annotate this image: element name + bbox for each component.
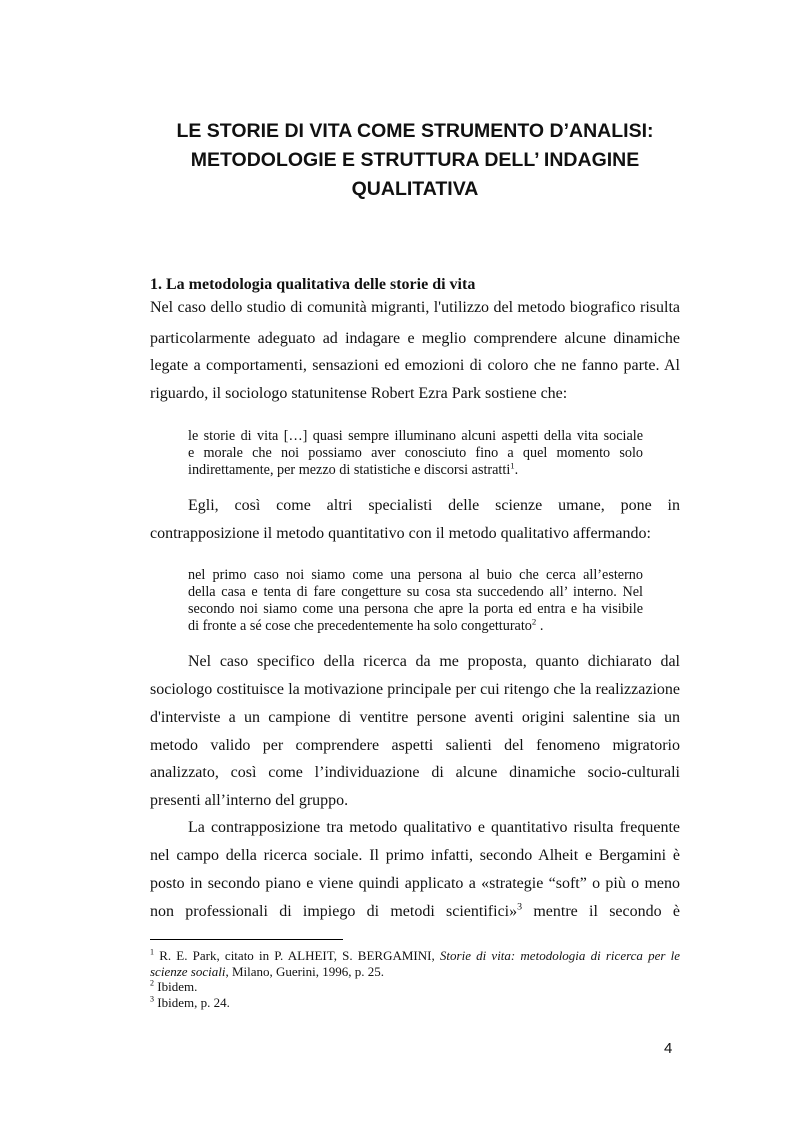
paragraph-4-line-2: nel campo della ricerca sociale. Il primo infatti, secondo Alheit e Bergamini è [150,847,680,864]
block-quote-1-line-3: indirettamente, per mezzo di statistiche e discorsi astratti$^1$. [188,460,519,478]
paragraph-4-line-1: La contrapposizione tra metodo qualitativo e quantitativo risulta frequente [188,819,680,836]
paragraph-3-line-2: sociologo costituisce la motivazione principale per cui ritengo che la realizzazione [150,681,680,698]
block-quote-1-line-3-text: indirettamente, per mezzo di statistiche e discorsi astratti [188,462,511,478]
block-quote-2-line-4 [188,618,643,635]
paragraph-3-line-3: d'interviste a un campione di ventitre persone aventi origini salentine sia un [150,709,680,726]
paragraph-3-line-1: Nel caso specifico della ricerca da me proposta, quanto dichiarato dal [188,653,680,670]
block-quote-2-line-1: nel primo caso noi siamo come una persona al buio che cerca all’esterno [188,567,643,583]
footnote-2-text: Ibidem. [154,979,198,994]
block-quote-2-end: . [536,618,544,634]
page-number: 4 [664,1040,673,1057]
block-quote-2-line-4-text: di fronte a sé cose che precedentemente ha solo congetturato [188,618,532,634]
footnote-ref-1: 1 [510,460,515,471]
footnote-1-line-2 [150,964,680,979]
block-quote-2-line-2: della casa e tenta di fare congetture su cosa sta succedendo all’ interno. Nel [188,584,643,600]
paragraph-1-line-2: particolarmente adeguato ad indagare e meglio comprendere alcune dinamiche [150,330,680,347]
chapter-title-line-2: METODOLOGIE E STRUTTURA DELL’ INDAGINE [190,149,640,171]
block-quote-1-line-2: e morale che noi possiamo aver conosciuto fino a quel momento solo [188,445,643,461]
chapter-title [150,117,680,204]
footnote-2-mark: 2 [150,978,155,988]
paragraph-4-line-3: posto in secondo piano e viene quindi applicato a «strategie “soft” o più o meno [150,875,680,892]
footnote-1-post: , Milano, Guerini, 1996, p. 25. [225,964,384,979]
chapter-title-line-1: LE STORIE DI VITA COME STRUMENTO D’ANALISI: [176,120,654,142]
paragraph-3-line-5: analizzato, così come l’individuazione di alcune dinamiche socio-culturali [150,764,680,781]
paragraph-4-line-4-after: mentre il secondo è [522,903,681,920]
footnote-2 [150,979,680,994]
paragraph-1-line-4: riguardo, il sociologo statunitense Robert Ezra Park sostiene che: [150,385,568,402]
paragraph-4-line-4-before: non professionali di impiego di metodi scientifici» [150,903,518,920]
footnote-divider [150,939,343,940]
footnote-1-title-a: Storie di vita: metodologia di ricerca per le [439,948,680,963]
paragraph-4-line-4 [150,903,680,921]
footnote-3-text: Ibidem, p. 24. [154,995,230,1010]
footnote-1-line-1 [150,948,680,963]
paragraph-1-line-1: Nel caso dello studio di comunità migranti, l'utilizzo del metodo biografico risulta [150,299,680,316]
footnote-1-mark: 1 [150,947,155,957]
footnote-ref-3: 3 [517,901,523,913]
section-heading: 1. La metodologia qualitativa delle storie di vita [150,276,476,293]
footnote-3 [150,995,680,1010]
paragraph-3-line-6: presenti all’interno del gruppo. [150,792,349,809]
paragraph-2-line-1: Egli, così come altri specialisti delle scienze umane, pone in [188,497,680,514]
footnote-1-pre: R. E. Park, citato in P. ALHEIT, S. BERGAMINI, [154,948,440,963]
paragraph-2-line-2: contrapposizione il metodo quantitativo con il metodo qualitativo affermando: [150,525,651,542]
footnote-ref-2: 2 [531,616,537,627]
paragraph-3-line-4: metodo valido per comprendere aspetti salienti del fenomeno migratorio [150,737,680,754]
footnote-3-mark: 3 [150,994,155,1004]
chapter-title-line-3: QUALITATIVA [351,178,479,200]
block-quote-2-line-3: secondo noi siamo come una persona che apre la porta ed entra e ha visibile [188,601,643,617]
footnote-1-title-b: scienze sociali [150,964,226,979]
paragraph-1-line-3: legate a comportamenti, sensazioni ed emozioni di coloro che ne fanno parte. Al [150,357,680,374]
block-quote-1-line-1: le storie di vita […] quasi sempre illuminano alcuni aspetti della vita sociale [188,428,643,444]
